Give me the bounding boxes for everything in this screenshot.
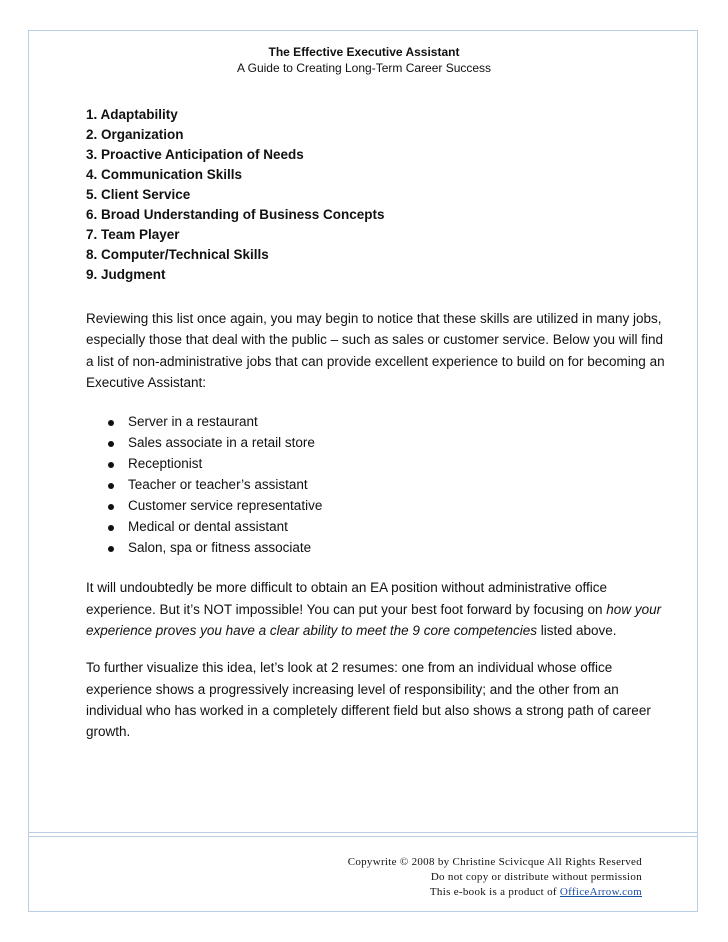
competency-item: 9. Judgment: [86, 267, 166, 282]
footer-divider: [29, 832, 697, 837]
bullet-icon: [108, 483, 114, 489]
competency-item: 4. Communication Skills: [86, 167, 243, 182]
bullet-icon: [108, 546, 114, 552]
competency-item: 2. Organization: [86, 127, 184, 142]
product-prefix: This e-book is a product of: [429, 886, 560, 898]
job-label: Server in a restaurant: [128, 414, 258, 430]
bullet-icon: [108, 420, 114, 426]
competency-item: 5. Client Service: [86, 187, 191, 202]
document-body: [86, 105, 666, 743]
job-label: Receptionist: [128, 455, 203, 471]
bullet-icon: [108, 504, 114, 510]
job-list-item: [86, 433, 666, 454]
competency-item: 8. Computer/Technical Skills: [86, 247, 269, 262]
competency-item: 7. Team Player: [86, 227, 180, 242]
permission-line: Do not copy or distribute without permission: [430, 871, 642, 883]
document-subtitle: A Guide to Creating Long-Term Career Success: [236, 61, 492, 75]
document-header: [0, 44, 728, 76]
officearrow-link[interactable]: OfficeArrow.com: [559, 886, 642, 898]
job-label: Teacher or teacher’s assistant: [128, 476, 308, 492]
bullet-icon: [108, 441, 114, 447]
job-label: Medical or dental assistant: [128, 518, 288, 534]
paragraph-emphasis: how your experience proves you have a clear ability to meet the 9 core competencies: [86, 601, 662, 639]
job-list-item: [86, 517, 666, 538]
paragraph-text: It will undoubtedly be more difficult to obtain an EA position without administrative office experience. But it’s NOT impossible! You can put your best foot forward by focusing on: [86, 580, 608, 617]
job-list-item: [86, 475, 666, 496]
competency-item: 3. Proactive Anticipation of Needs: [86, 147, 304, 162]
bullet-icon: [108, 462, 114, 468]
job-label: Customer service representative: [128, 497, 323, 513]
paragraph-resumes: To further visualize this idea, let’s look at 2 resumes: one from an individual whose office experience shows a progressively increasing level of responsibility; and the other from an individual who has worked in a completely different field but also shows a strong path of career growth.: [86, 660, 651, 740]
paragraph-text: listed above.: [537, 623, 617, 639]
footer: [348, 855, 642, 900]
competency-item: 6. Broad Understanding of Business Concepts: [86, 207, 385, 222]
document-title: The Effective Executive Assistant: [268, 45, 460, 59]
job-list-item: [86, 496, 666, 517]
job-list-item: [86, 412, 666, 433]
product-line: [348, 885, 642, 900]
job-list-item: [86, 538, 666, 559]
job-list: [86, 412, 666, 558]
competency-list: [86, 105, 666, 285]
job-list-item: [86, 454, 666, 475]
copyright-line: Copywrite © 2008 by Christine Scivicque All Rights Reserved: [347, 856, 642, 868]
job-label: Sales associate in a retail store: [128, 435, 315, 451]
competency-item: 1. Adaptability: [86, 107, 178, 122]
paragraph-intro: Reviewing this list once again, you may begin to notice that these skills are utilized in many jobs, especially those that deal with the public – such as sales or customer service. Below you will find a list of non-administrative jobs that can provide excellent experience to build on for becoming an Executive Assistant:: [86, 311, 665, 390]
bullet-icon: [108, 525, 114, 531]
job-label: Salon, spa or fitness associate: [128, 539, 312, 555]
paragraph-experience: [86, 577, 666, 641]
